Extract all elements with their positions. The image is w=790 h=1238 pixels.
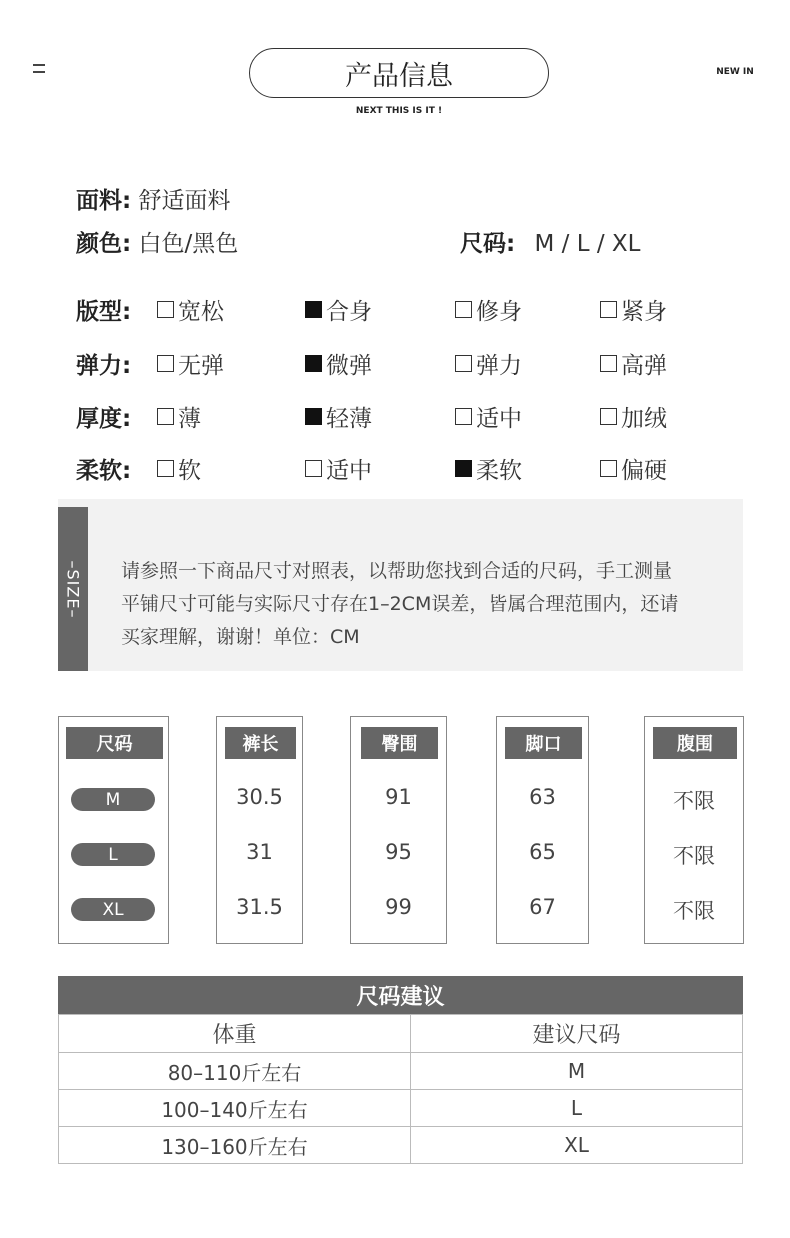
size-cell: 不限	[673, 844, 715, 868]
size-column	[216, 716, 303, 944]
recommendation-title: 尺码建议	[58, 976, 743, 1014]
attribute-option	[305, 400, 372, 433]
checkbox-icon	[455, 355, 472, 372]
attribute-option	[600, 400, 667, 433]
checked-box-icon	[305, 355, 322, 372]
checkbox-icon	[157, 301, 174, 318]
checkbox-icon	[455, 301, 472, 318]
attribute-option	[455, 293, 522, 326]
attribute-option	[305, 452, 372, 485]
attribute-option	[455, 400, 522, 433]
size-cell: 65	[529, 840, 556, 864]
size-column	[350, 716, 447, 944]
weight-cell: 100–140斤左右	[59, 1090, 411, 1127]
size-cell: 30.5	[236, 785, 283, 809]
material-row	[76, 182, 231, 215]
color-row	[76, 225, 238, 258]
attribute-option-text: 弹力	[476, 353, 522, 379]
size-column-header: 脚口	[505, 727, 582, 759]
size-column-header: 裤长	[225, 727, 296, 759]
attribute-label: 版型:	[76, 299, 132, 325]
menu-icon	[33, 64, 45, 78]
checkbox-icon	[455, 408, 472, 425]
table-header-row	[59, 1015, 743, 1053]
size-label: 尺码:	[460, 231, 516, 257]
size-cell: XL	[411, 1127, 743, 1164]
size-cell: L	[411, 1090, 743, 1127]
attribute-option	[305, 293, 372, 326]
attribute-option-text: 柔软	[476, 458, 522, 484]
checked-box-icon	[455, 460, 472, 477]
size-cell: 31	[246, 840, 273, 864]
page-subtitle: NEXT THIS IS IT !	[355, 106, 443, 116]
size-note-line: 买家理解，谢谢！单位：CM	[121, 626, 360, 648]
attribute-option-text: 紧身	[621, 299, 667, 325]
size-cell: 67	[529, 895, 556, 919]
attribute-option	[600, 347, 667, 380]
checkbox-icon	[157, 408, 174, 425]
size-cell: 不限	[673, 789, 715, 813]
checkbox-icon	[600, 408, 617, 425]
attribute-option	[455, 452, 522, 485]
size-pill: XL	[71, 898, 155, 921]
attribute-label: 柔软:	[76, 458, 132, 484]
attribute-option-text: 偏硬	[621, 458, 667, 484]
attribute-option-text: 薄	[178, 406, 201, 432]
attribute-option-text: 宽松	[178, 299, 224, 325]
size-column	[58, 716, 169, 944]
size-column	[644, 716, 744, 944]
page-title	[249, 48, 549, 98]
attribute-option-text: 适中	[476, 406, 522, 432]
page-title-text: 产品信息	[345, 60, 453, 92]
attribute-option	[455, 347, 522, 380]
checked-box-icon	[305, 408, 322, 425]
checkbox-icon	[157, 355, 174, 372]
size-column-header: 腹围	[653, 727, 737, 759]
attribute-option-text: 加绒	[621, 406, 667, 432]
size-note-line: 平铺尺寸可能与实际尺寸存在1–2CM误差，皆属合理范围内，还请	[121, 593, 679, 615]
checkbox-icon	[305, 460, 322, 477]
suggested-size-header: 建议尺码	[411, 1015, 743, 1053]
size-column-header: 臀围	[361, 727, 438, 759]
size-note-line: 请参照一下商品尺寸对照表，以帮助您找到合适的尺码，手工测量	[121, 560, 673, 582]
size-pill: L	[71, 843, 155, 866]
size-cell: M	[411, 1053, 743, 1090]
size-cell: 91	[385, 785, 412, 809]
attribute-option	[305, 347, 372, 380]
attribute-option-text: 合身	[326, 299, 372, 325]
table-row	[59, 1090, 743, 1127]
size-column	[496, 716, 589, 944]
weight-cell: 80–110斤左右	[59, 1053, 411, 1090]
size-pill: M	[71, 788, 155, 811]
attribute-option	[600, 452, 667, 485]
checkbox-icon	[600, 460, 617, 477]
attribute-option-text: 微弹	[326, 353, 372, 379]
attribute-label: 弹力:	[76, 353, 132, 379]
attribute-option-text: 适中	[326, 458, 372, 484]
color-label: 颜色:	[76, 231, 132, 257]
size-side-label: –SIZE–	[63, 560, 83, 618]
attribute-option	[157, 347, 224, 380]
size-cell: 95	[385, 840, 412, 864]
size-column-header: 尺码	[66, 727, 163, 759]
new-in-label: NEW IN	[716, 67, 754, 77]
weight-header: 体重	[59, 1015, 411, 1053]
attribute-label: 厚度:	[76, 406, 132, 432]
checkbox-icon	[600, 301, 617, 318]
size-cell: 不限	[673, 899, 715, 923]
size-value: M / L / XL	[534, 231, 641, 257]
size-note-text	[121, 555, 721, 654]
size-row	[460, 225, 641, 258]
attribute-option	[157, 400, 201, 433]
attribute-option-text: 轻薄	[326, 406, 372, 432]
attribute-option-text: 修身	[476, 299, 522, 325]
size-cell: 63	[529, 785, 556, 809]
attribute-option-text: 高弹	[621, 353, 667, 379]
attribute-option	[600, 293, 667, 326]
checkbox-icon	[157, 460, 174, 477]
material-value: 舒适面料	[138, 188, 231, 214]
attribute-option	[157, 452, 201, 485]
recommendation-table	[58, 1014, 743, 1164]
checked-box-icon	[305, 301, 322, 318]
checkbox-icon	[600, 355, 617, 372]
weight-cell: 130–160斤左右	[59, 1127, 411, 1164]
size-cell: 31.5	[236, 895, 283, 919]
material-label: 面料:	[76, 188, 132, 214]
size-cell: 99	[385, 895, 412, 919]
table-row	[59, 1053, 743, 1090]
attribute-option	[157, 293, 224, 326]
table-row	[59, 1127, 743, 1164]
attribute-option-text: 软	[178, 458, 201, 484]
attribute-option-text: 无弹	[178, 353, 224, 379]
color-value: 白色/黑色	[138, 231, 239, 257]
